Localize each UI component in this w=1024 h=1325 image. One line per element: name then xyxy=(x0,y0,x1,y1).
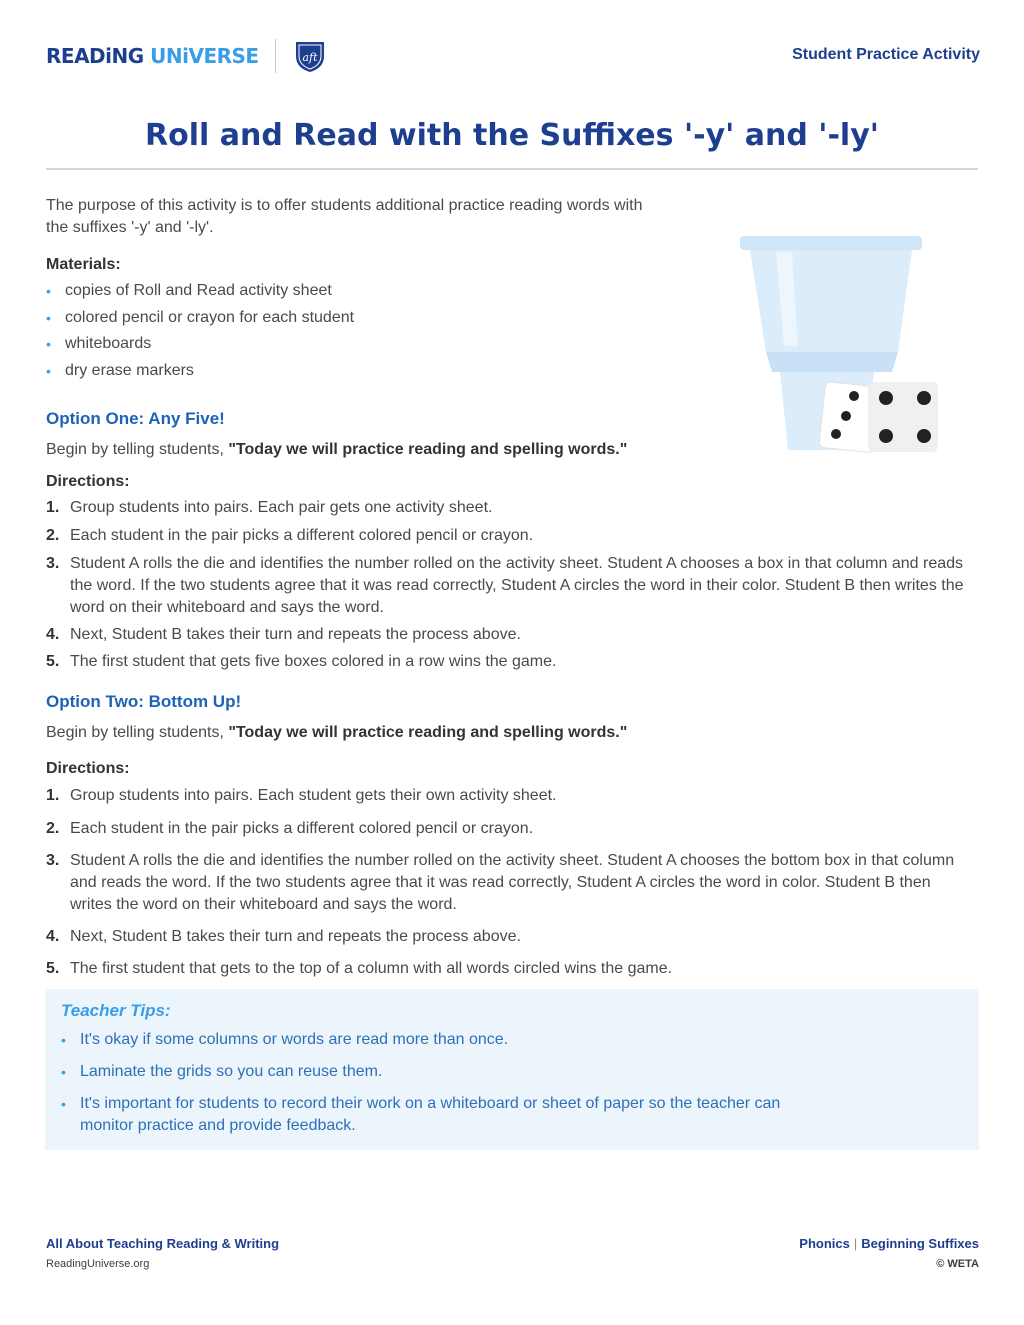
list-item: 1. Group students into pairs. Each pair gets one activity sheet. xyxy=(46,499,493,516)
list-item: 5. The first student that gets five boxes colored in a row wins the game. xyxy=(46,653,557,670)
list-item: 1. Group students into pairs. Each student gets their own activity sheet. xyxy=(46,787,557,804)
option-two-heading: Option Two: Bottom Up! xyxy=(46,692,242,711)
teacher-tips-heading: Teacher Tips: xyxy=(61,1001,171,1020)
option-one-heading: Option One: Any Five! xyxy=(46,409,225,428)
brand-name-universe: UNiVERSE xyxy=(150,44,259,68)
list-item: 2. Each student in the pair picks a different colored pencil or crayon. xyxy=(46,527,534,544)
materials-list xyxy=(46,279,354,386)
list-item: • colored pencil or crayon for each student xyxy=(46,306,354,333)
list-item: • It's important for students to record their work on a whiteboard or sheet of paper so the teacher can monitor practice and provide feedback. xyxy=(61,1093,821,1137)
cup-and-dice-icon xyxy=(736,232,946,456)
page-title: Roll and Read with the Suffixes '-y' and '-ly' xyxy=(145,118,879,153)
option-two-quote: "Today we will practice reading and spelling words." xyxy=(228,724,628,741)
aft-logo-icon xyxy=(290,38,330,74)
list-item: • dry erase markers xyxy=(46,359,354,386)
brand-name-reading: READiNG xyxy=(46,44,151,68)
logo-divider xyxy=(275,39,276,73)
option-one-directions-label: Directions: xyxy=(46,473,130,490)
list-item: • copies of Roll and Read activity sheet xyxy=(46,279,354,306)
option-one-intro: Begin by telling students, "Today we will practice reading and spelling words." xyxy=(46,441,628,458)
list-item: 5. The first student that gets to the top of a column with all words circled wins the game. xyxy=(46,960,673,977)
activity-category: Student Practice Activity xyxy=(792,46,980,63)
list-item: 3. Student A rolls the die and identifies the number rolled on the activity sheet. Student A chooses the bottom box in that column and reads the word. If the two students agree that it was read correctly, Student A circles the word in color. Student B then writes the word on their whiteboard and says the word. xyxy=(46,852,955,913)
footer-topic xyxy=(799,1236,979,1251)
list-item: 3. Student A rolls the die and identifies the number rolled on the activity sheet. Student A chooses a box in that column and reads the word. If the two students agree that it was read correctly, Student A circles the word in their color. Student B then writes the word on their whiteboard and says the word. xyxy=(46,555,964,616)
list-item: 2. Each student in the pair picks a different colored pencil or crayon. xyxy=(46,820,534,837)
footer-category: Phonics xyxy=(799,1236,850,1251)
option-two-directions xyxy=(46,785,966,980)
footer-copyright: © WETA xyxy=(936,1258,979,1270)
title-divider xyxy=(46,168,978,170)
footer-left xyxy=(46,1236,279,1270)
list-item: • It's okay if some columns or words are read more than once. xyxy=(61,1029,821,1051)
teacher-tips-list xyxy=(61,1029,821,1147)
option-two-intro: Begin by telling students, "Today we will practice reading and spelling words." xyxy=(46,724,628,741)
materials-label: Materials: xyxy=(46,256,121,273)
option-one-quote: "Today we will practice reading and spelling words." xyxy=(228,441,628,458)
footer-separator: | xyxy=(853,1236,858,1251)
option-two-directions-label: Directions: xyxy=(46,760,130,777)
list-item: • whiteboards xyxy=(46,332,354,359)
list-item: 4. Next, Student B takes their turn and repeats the process above. xyxy=(46,928,521,945)
teacher-tips-box xyxy=(45,989,979,1150)
list-item: 4. Next, Student B takes their turn and repeats the process above. xyxy=(46,626,521,643)
footer-subtopic: Beginning Suffixes xyxy=(861,1236,979,1251)
intro-paragraph: The purpose of this activity is to offer students additional practice reading words with the suffixes '-y' and '-ly'. xyxy=(46,197,643,236)
footer-website: ReadingUniverse.org xyxy=(46,1258,150,1270)
footer-series-title: All About Teaching Reading & Writing xyxy=(46,1236,280,1251)
brand-logo xyxy=(46,38,330,74)
aft-logo-text: aft xyxy=(302,51,318,64)
list-item: • Laminate the grids so you can reuse them. xyxy=(61,1061,821,1083)
footer-right xyxy=(799,1236,979,1270)
option-one-directions xyxy=(46,497,966,673)
